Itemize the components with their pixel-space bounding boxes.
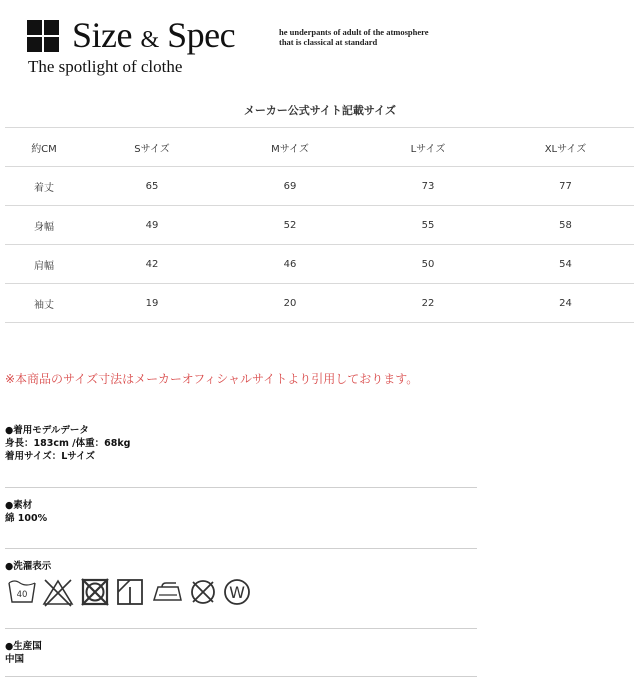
no-dry-clean-icon — [188, 577, 218, 607]
table-cell: 22 — [359, 284, 497, 323]
laundry-section — [5, 560, 51, 573]
origin-section — [5, 640, 42, 666]
logo-title-amp: & — [140, 27, 159, 53]
table-cell: 52 — [221, 206, 359, 245]
table-row-label: 身幅 — [5, 206, 83, 245]
table-cell: 42 — [83, 245, 221, 284]
table-cell: 73 — [359, 167, 497, 206]
iron-low-icon — [150, 577, 184, 607]
table-row-label: 着丈 — [5, 167, 83, 206]
divider — [5, 628, 477, 629]
origin-heading: ●生産国 — [5, 641, 42, 652]
description-line-2: that is classical at standard — [279, 36, 378, 47]
table-row-label: 袖丈 — [5, 284, 83, 323]
table-header-cell: Lサイズ — [359, 128, 497, 167]
table-header-cell: Mサイズ — [221, 128, 359, 167]
model-data-section — [5, 424, 130, 463]
laundry-heading: ●洗濯表示 — [5, 561, 52, 572]
table-cell: 50 — [359, 245, 497, 284]
logo-tagline: The spotlight of clothe — [28, 57, 183, 76]
table-cell: 55 — [359, 206, 497, 245]
origin-value: 中国 — [5, 654, 25, 665]
table-row — [5, 206, 634, 245]
wet-clean-icon — [222, 577, 252, 607]
wash-temp-label: 40 — [16, 590, 28, 600]
logo-squares-icon — [27, 20, 59, 52]
table-header-cell: 約CM — [5, 128, 83, 167]
logo-description — [279, 28, 429, 47]
table-cell: 65 — [83, 167, 221, 206]
divider — [5, 676, 477, 677]
size-notice: ※本商品のサイズ寸法はメーカーオフィシャルサイトより引用しております。 — [5, 372, 419, 386]
table-cell: 20 — [221, 284, 359, 323]
logo-title-spec: Spec — [167, 15, 236, 55]
table-header-cell: XLサイズ — [497, 128, 634, 167]
table-cell: 69 — [221, 167, 359, 206]
divider — [5, 548, 477, 549]
table-cell: 46 — [221, 245, 359, 284]
size-table-caption: メーカー公式サイト記載サイズ — [243, 104, 397, 117]
description-line-1: he underpants of adult of the atmosphere — [279, 27, 429, 37]
size-table — [5, 127, 634, 323]
divider — [5, 487, 477, 488]
table-cell: 24 — [497, 284, 634, 323]
table-header-cell: Sサイズ — [83, 128, 221, 167]
table-row — [5, 167, 634, 206]
material-value: 綿 100% — [5, 513, 48, 524]
table-row-label: 肩幅 — [5, 245, 83, 284]
material-section — [5, 499, 47, 525]
wet-clean-letter: W — [229, 583, 245, 602]
table-cell: 49 — [83, 206, 221, 245]
table-cell: 54 — [497, 245, 634, 284]
material-heading: ●素材 — [5, 500, 33, 511]
table-cell: 58 — [497, 206, 634, 245]
no-bleach-icon — [42, 577, 74, 607]
line-dry-shade-icon — [115, 577, 145, 607]
table-row — [5, 245, 634, 284]
logo-title-size: Size — [72, 15, 132, 55]
logo-title — [72, 15, 235, 60]
table-cell: 19 — [83, 284, 221, 323]
table-row — [5, 284, 634, 323]
wash-40-icon — [7, 577, 37, 607]
model-data-body: 身長：183cm /体重：68kg — [5, 438, 131, 449]
model-data-size: 着用サイズ：Lサイズ — [5, 451, 96, 462]
table-header-row — [5, 128, 634, 167]
table-cell: 77 — [497, 167, 634, 206]
no-tumble-dry-icon — [80, 577, 110, 607]
model-data-heading: ●着用モデルデータ — [5, 425, 89, 436]
